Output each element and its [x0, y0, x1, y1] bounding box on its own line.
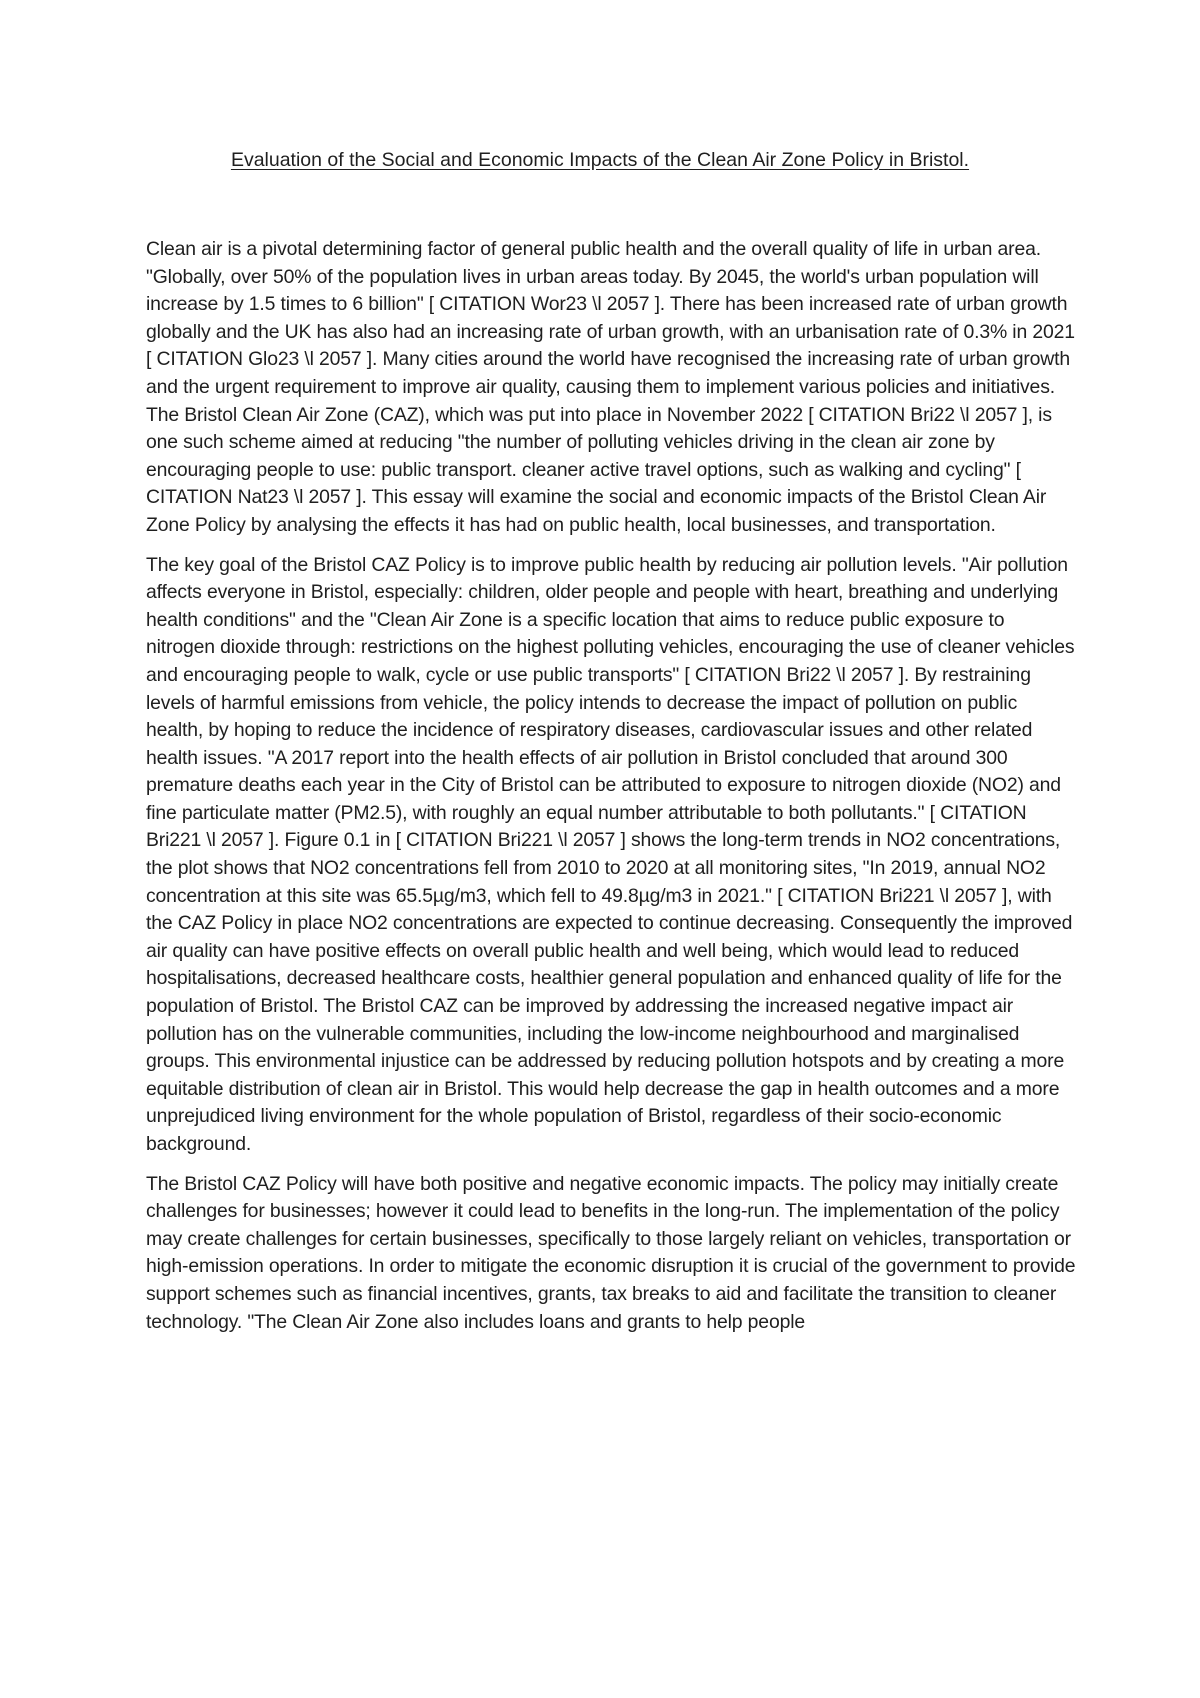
document-title: Evaluation of the Social and Economic Impacts of the Clean Air Zone Policy in Bristol.: [230, 149, 970, 171]
paragraph-public-health: The key goal of the Bristol CAZ Policy is to improve public health by reducing air pollution levels. "Air pollution affects everyone in Bristol, especially: children, older people and people with heart, breathing and underlying health conditions" and the "Clean Air Zone is a specific location that aims to reduce public exposure to nitrogen dioxide through: restrictions on the highest polluting vehicles, encouraging the use of cleaner vehicles and encouraging people to walk, cycle or use public transports" [ CITATION Bri22 \l 2057 ]. By restraining levels of harmful emissions from vehicle, the policy intends to decrease the impact of pollution on public health, by hoping to reduce the incidence of respiratory diseases, cardiovascular issues and other related health issues. "A 2017 report into the health effects of air pollution in Bristol concluded that around 300 premature deaths each year in the City of Bristol can be attributed to exposure to nitrogen dioxide (NO2) and fine particulate matter (PM2.5), with roughly an equal number attributable to both pollutants." [ CITATION Bri221 \l 2057 ]. Figure 0.1 in [ CITATION Bri221 \l 2057 ] shows the long-term trends in NO2 concentrations, the plot shows that NO2 concentrations fell from 2010 to 2020 at all monitoring sites, "In 2019, annual NO2 concentration at this site was 65.5µg/m3, which fell to 49.8µg/m3 in 2021." [ CITATION Bri221 \l 2057 ], with the CAZ Policy in place NO2 concentrations are expected to continue decreasing. Consequently the improved air quality can have positive effects on overall public health and well being, which would lead to reduced hospitalisations, decreased healthcare costs, healthier general population and enhanced quality of life for the population of Bristol. The Bristol CAZ can be improved by addressing the increased negative impact air pollution has on the vulnerable communities, including the low-income neighbourhood and marginalised groups. This environmental injustice can be addressed by reducing pollution hotspots and by creating a more equitable distribution of clean air in Bristol. This would help decrease the gap in health outcomes and a more unprejudiced living environment for the whole population of Bristol, regardless of their socio-economic background.: [146, 553, 1075, 1155]
paragraph-economic-impacts: The Bristol CAZ Policy will have both positive and negative economic impacts. The policy may initially create challenges for businesses; however it could lead to benefits in the long-run. The implementation of the policy may create challenges for certain businesses, specifically to those largely reliant on vehicles, transportation or high-emission operations. In order to mitigate the economic disruption it is crucial of the government to provide support schemes such as financial incentives, grants, tax breaks to aid and facilitate the transition to cleaner technology. "The Clean Air Zone also includes loans and grants to help people: [146, 1172, 1076, 1333]
document-body: [146, 236, 1076, 1348]
paragraph-introduction: Clean air is a pivotal determining factor of general public health and the overall quality of life in urban area. "Globally, over 50% of the population lives in urban areas today. By 2045, the world's urban population will increase by 1.5 times to 6 billion" [ CITATION Wor23 \l 2057 ]. There has been increased rate of urban growth globally and the UK has also had an increasing rate of urban growth, with an urbanisation rate of 0.3% in 2021 [ CITATION Glo23 \l 2057 ]. Many cities around the world have recognised the increasing rate of urban growth and the urgent requirement to improve air quality, causing them to implement various policies and initiatives. The Bristol Clean Air Zone (CAZ), which was put into place in November 2022 [ CITATION Bri22 \l 2057 ], is one such scheme aimed at reducing "the number of polluting vehicles driving in the clean air zone by encouraging people to use: public transport. cleaner active travel options, such as walking and cycling" [ CITATION Nat23 \l 2057 ]. This essay will examine the social and economic impacts of the Bristol Clean Air Zone Policy by analysing the effects it has had on public health, local businesses, and transportation.: [146, 238, 1075, 536]
